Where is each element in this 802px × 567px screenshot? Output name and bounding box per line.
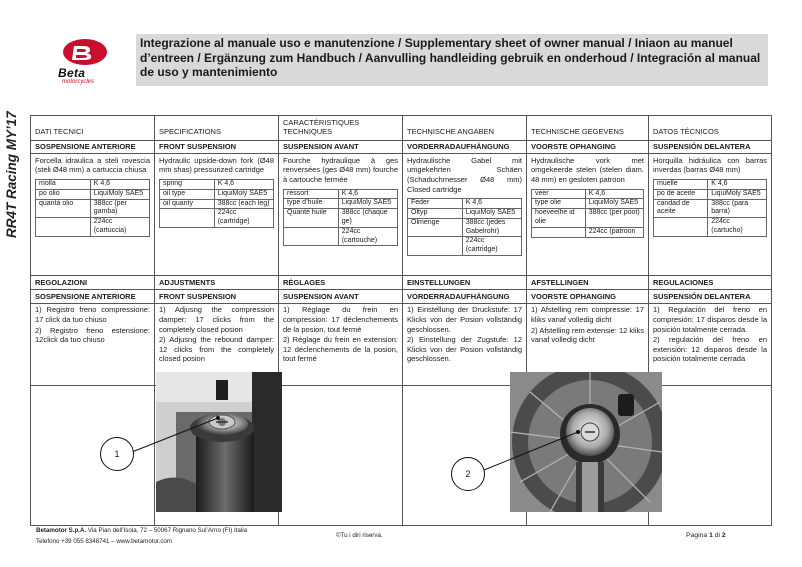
section-title: VORDERRADAUFHÄNGUNG xyxy=(403,140,527,154)
description: Hydraulische Gabel mit umgekehrten Schäen (Schaduchmesser Ø48 mm) Closed cartridge xyxy=(407,155,522,194)
regulation-item: 1) Adjusng the compression damper: 17 clicks from the completely closed posion xyxy=(159,305,274,334)
col-header: TECHNISCHE GEGEVENS xyxy=(527,116,649,141)
spec-value: K 4,6 xyxy=(462,199,521,209)
spec-cell-en xyxy=(155,154,279,276)
spec-cell-fr xyxy=(279,154,403,276)
spec-key: molla xyxy=(36,179,91,189)
photo-cell xyxy=(279,385,403,525)
spec-key: Öltyp xyxy=(408,208,463,218)
regulation-header: REGULACIONES xyxy=(649,276,772,290)
regulation-item: 1) Registro freno compressione: 17 click da tuo chiuso xyxy=(35,305,150,324)
copyright: ©Tu i diri riserva. xyxy=(336,532,383,539)
photo-cell xyxy=(649,385,772,525)
spec-key: type olie xyxy=(532,199,586,209)
regulation-item: 1) Einstellung der Druckstufe: 17 Klicks von der Posion vollständig geschlossen. xyxy=(407,305,522,334)
col-header: TECHNISCHE ANGABEN xyxy=(403,116,527,141)
page-prefix: Pagina xyxy=(686,532,710,539)
regulation-header: AFSTELLINGEN xyxy=(527,276,649,290)
page-current: 1 xyxy=(709,532,713,539)
col-header: DATI TECNICI xyxy=(31,116,155,141)
spec-value: LiquiMoly SAE5 xyxy=(708,189,767,199)
spec-value: 388cc (per gamba) xyxy=(90,199,149,218)
page-number xyxy=(686,532,726,539)
spec-key: Feder xyxy=(408,199,463,209)
regulation-header: EINSTELLUNGEN xyxy=(403,276,527,290)
spec-value: LiquiMoly SAE5 xyxy=(338,199,397,209)
spec-value: K 4,6 xyxy=(585,189,643,199)
spec-key: Ölmenge xyxy=(408,218,463,237)
spec-cell-it xyxy=(31,154,155,276)
regulation-section-row xyxy=(31,290,772,304)
section-title: SOSPENSIONE ANTERIORE xyxy=(31,140,155,154)
model-label: RR4T Racing MY’17 xyxy=(4,111,19,238)
regulation-section: SOSPENSIONE ANTERIORE xyxy=(31,290,155,304)
section-title: VOORSTE OPHANGING xyxy=(527,140,649,154)
spec-key xyxy=(408,237,463,256)
page-mid: di xyxy=(712,532,722,539)
regulation-header-row xyxy=(31,276,772,290)
spec-key: oil quanty xyxy=(160,199,215,209)
spec-cell-de xyxy=(403,154,527,276)
spec-value: LiquiMoly SAE5 xyxy=(214,189,273,199)
regulation-header: RÉGLAGES xyxy=(279,276,403,290)
photo-cell xyxy=(31,385,155,525)
spec-value: K 4,6 xyxy=(338,189,397,199)
regulation-item: 2) Afstelling rem extensie: 12 kliks vanaf volledig dicht xyxy=(531,325,644,345)
spec-key: hoeveelhe id olie xyxy=(532,209,586,228)
photo-cell xyxy=(403,385,527,525)
spec-list xyxy=(283,189,398,247)
spec-key: Quanté huile xyxy=(284,209,339,228)
photo-fork-rebound xyxy=(510,372,662,512)
spec-value: K 4,6 xyxy=(214,179,273,189)
regulation-cell-de xyxy=(403,303,527,385)
callout-marker: 2 xyxy=(451,457,485,491)
spec-list xyxy=(653,179,767,237)
spec-key xyxy=(284,227,339,246)
spec-cell-es xyxy=(649,154,772,276)
section-title: SUSPENSION AVANT xyxy=(279,140,403,154)
description: Horquilla hidráulica con barras inverdas (barras Ø48 mm) xyxy=(653,155,767,175)
header-row xyxy=(31,116,772,141)
brand-tagline: motorcycles xyxy=(62,79,95,85)
spec-key: type d’huile xyxy=(284,199,339,209)
regulation-item: 2) Adjusng the rebound damper: 12 clicks from the completely closed posion xyxy=(159,335,274,364)
regulation-item: 1) Regulación del freno en compresión: 17 disparos desde la posición totalmente cerrada. xyxy=(653,305,767,334)
spec-value: 224cc (cartucho) xyxy=(708,218,767,237)
spec-value: 224cc (cartridge) xyxy=(214,209,273,228)
section-title: FRONT SUSPENSION xyxy=(155,140,279,154)
spec-key: veer xyxy=(532,189,586,199)
spec-value: 388cc (para barra) xyxy=(708,199,767,218)
spec-value: LiquiMoly SAE5 xyxy=(585,199,643,209)
brand-name: Beta xyxy=(58,66,86,80)
spec-list xyxy=(531,189,644,238)
spec-key xyxy=(36,218,91,237)
regulation-section: FRONT SUSPENSION xyxy=(155,290,279,304)
description-row xyxy=(31,154,772,276)
spec-value: 388cc (chaque ge) xyxy=(338,209,397,228)
spec-list xyxy=(159,179,274,228)
spec-key xyxy=(654,218,708,237)
company-address: Via Pian dell’Isola, 72 – 50067 Rignano Sul’Arno (FI) Italia xyxy=(86,527,248,534)
regulation-item: 2) Réglage du frein en extension: 12 déclenchements de la posion, tout fermé xyxy=(283,335,398,364)
regulation-header: ADJUSTMENTS xyxy=(155,276,279,290)
section-row xyxy=(31,140,772,154)
spec-value: 388cc (per poot) xyxy=(585,209,643,228)
page-total: 2 xyxy=(721,532,726,539)
regulation-item: 2) regulación del freno en extensión: 12 disparos desde la posición totalmente cerrada xyxy=(653,335,767,364)
spec-key xyxy=(532,227,586,237)
col-header: DATOS TÉCNICOS xyxy=(649,116,772,141)
regulation-item: 2) Einstellung der Zugstufe: 12 Klicks von der Posion vollständig geschlossen. xyxy=(407,335,522,364)
description: Hydraulic upside-down fork (Ø48 mm shas) pressurized cartridge xyxy=(159,155,274,175)
regulation-cell-es xyxy=(649,303,772,385)
spec-value: 224cc (cartuccia) xyxy=(90,218,149,237)
regulation-cell-it xyxy=(31,303,155,385)
spec-value: 224cc (patroon xyxy=(585,227,643,237)
regulation-section: VORDERRADAUFHÄNGUNG xyxy=(403,290,527,304)
company-name: Betamotor S.p.A. xyxy=(36,527,87,534)
spec-key: oil type xyxy=(160,189,215,199)
col-header: CARACTÉRISTIQUES TECHNIQUES xyxy=(279,116,403,141)
spec-list xyxy=(35,179,150,237)
spec-key: po de aceite xyxy=(654,189,708,199)
spec-value: LiquiMoly SAE5 xyxy=(462,208,521,218)
regulation-header: REGOLAZIONI xyxy=(31,276,155,290)
spec-key: po olio xyxy=(36,189,91,199)
spec-key: ressort xyxy=(284,189,339,199)
description: Hydraulische vork met omgekeerde stelen (stelen diam. 48 mm) en gesloten patroon xyxy=(531,155,644,184)
regulation-cell-fr xyxy=(279,303,403,385)
spec-value: 388cc (each leg) xyxy=(214,199,273,209)
regulation-item: 1) Afstelling rem compressie: 17 kliks vanaf volledig dicht xyxy=(531,305,644,324)
photo-fork-compression xyxy=(156,372,282,512)
section-title: SUSPENSIÓN DELANTERA xyxy=(649,140,772,154)
regulation-section: SUSPENSIÓN DELANTERA xyxy=(649,290,772,304)
page-title: Integrazione al manuale uso e manutenzione / Supplementary sheet of owner manual / Iniaon au manuel d’entreen / Ergänzung zum Handbuch / Aanvulling handleiding gebruik en onderhoud / Integración al manual de uso y mantenimiento xyxy=(140,36,761,79)
spec-key: quantà olio xyxy=(36,199,91,218)
regulation-section: SUSPENSION AVANT xyxy=(279,290,403,304)
spec-key: candad de aceite xyxy=(654,199,708,218)
regulation-item: 2) Registro freno estensione: 12click da tuo chiuso xyxy=(35,325,150,345)
regulation-item: 1) Réglage du frein en compression: 17 déclenchements de la posion, tout fermé xyxy=(283,305,398,334)
spec-key: spring xyxy=(160,179,215,189)
spec-value: 388cc (jedes Gabelrohr) xyxy=(462,218,521,237)
spec-value: LiquiMoly SAE5 xyxy=(90,189,149,199)
spec-list xyxy=(407,198,522,256)
description: Fourche hydraulique à ges renversées (ges Ø48 mm) fourche à cartouche fermée xyxy=(283,155,398,184)
regulation-section: VOORSTE OPHANGING xyxy=(527,290,649,304)
spec-value: 224cc (cartridge) xyxy=(462,237,521,256)
spec-value: K 4,6 xyxy=(708,179,767,189)
spec-value: 224cc (cartouche) xyxy=(338,227,397,246)
description: Forcella idraulica a steli rovescia (steli Ø48 mm) a cartuccia chiusa xyxy=(35,155,150,175)
callout-marker: 1 xyxy=(100,437,134,471)
spec-key xyxy=(160,209,215,228)
spec-cell-nl xyxy=(527,154,649,276)
company-contact: Telefono +39 055 8348741 – www.betamotor.com xyxy=(36,537,173,545)
spec-key: muelle xyxy=(654,179,708,189)
col-header: SPECIFICATIONS xyxy=(155,116,279,141)
spec-value: K 4,6 xyxy=(90,179,149,189)
company-info xyxy=(36,526,247,547)
